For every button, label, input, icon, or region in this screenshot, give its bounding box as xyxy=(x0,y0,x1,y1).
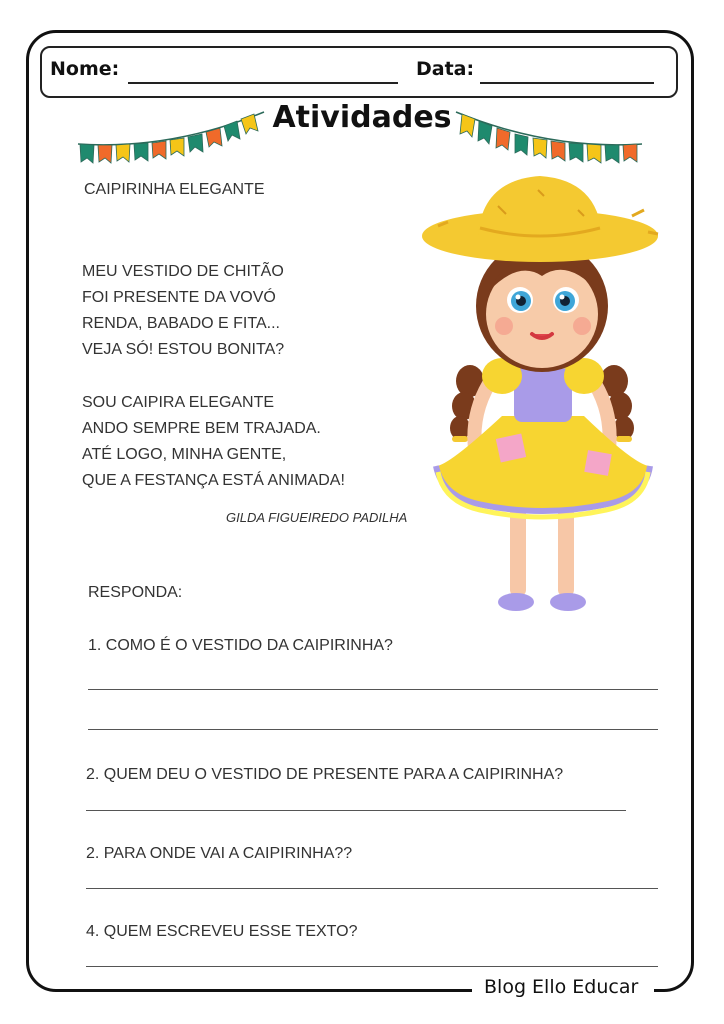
poem-line: RENDA, BABADO E FITA... xyxy=(82,315,280,332)
poem-line: ANDO SEMPRE BEM TRAJADA. xyxy=(82,420,321,437)
question-4: 4. QUEM ESCREVEU ESSE TEXTO? xyxy=(86,923,358,940)
poem-line: MEU VESTIDO DE CHITÃO xyxy=(82,263,284,280)
poem-stanza-2 xyxy=(82,390,345,494)
header-box xyxy=(40,46,678,98)
footer-credit: Blog Ello Educar xyxy=(484,976,639,998)
poem-line: QUE A FESTANÇA ESTÁ ANIMADA! xyxy=(82,472,345,489)
right-bunting-icon xyxy=(454,110,644,166)
question-1: 1. COMO É O VESTIDO DA CAIPIRINHA? xyxy=(88,637,393,654)
date-label: Data: xyxy=(416,58,475,80)
answer-line[interactable] xyxy=(86,810,626,811)
poem-line: VEJA SÓ! ESTOU BONITA? xyxy=(82,341,285,358)
page-title: Atividades xyxy=(272,100,452,135)
name-field[interactable] xyxy=(128,82,398,84)
poem-line: FOI PRESENTE DA VOVÓ xyxy=(82,289,276,306)
answer-line[interactable] xyxy=(86,888,658,889)
caipira-girl-illustration xyxy=(418,166,668,626)
question-2: 2. QUEM DEU O VESTIDO DE PRESENTE PARA A CAIPIRINHA? xyxy=(86,766,564,783)
answer-line[interactable] xyxy=(86,966,658,967)
poem-line: SOU CAIPIRA ELEGANTE xyxy=(82,394,275,411)
poem-author: GILDA FIGUEIREDO PADILHA xyxy=(226,510,408,525)
date-field[interactable] xyxy=(480,82,654,84)
respond-label: RESPONDA: xyxy=(88,584,183,601)
poem-line: ATÉ LOGO, MINHA GENTE, xyxy=(82,446,287,463)
name-label: Nome: xyxy=(50,58,120,80)
answer-line[interactable] xyxy=(88,689,658,690)
question-3: 2. PARA ONDE VAI A CAIPIRINHA?? xyxy=(86,845,353,862)
poem-title: CAIPIRINHA ELEGANTE xyxy=(84,181,265,198)
answer-line[interactable] xyxy=(88,729,658,730)
poem-stanza-1 xyxy=(82,259,284,363)
